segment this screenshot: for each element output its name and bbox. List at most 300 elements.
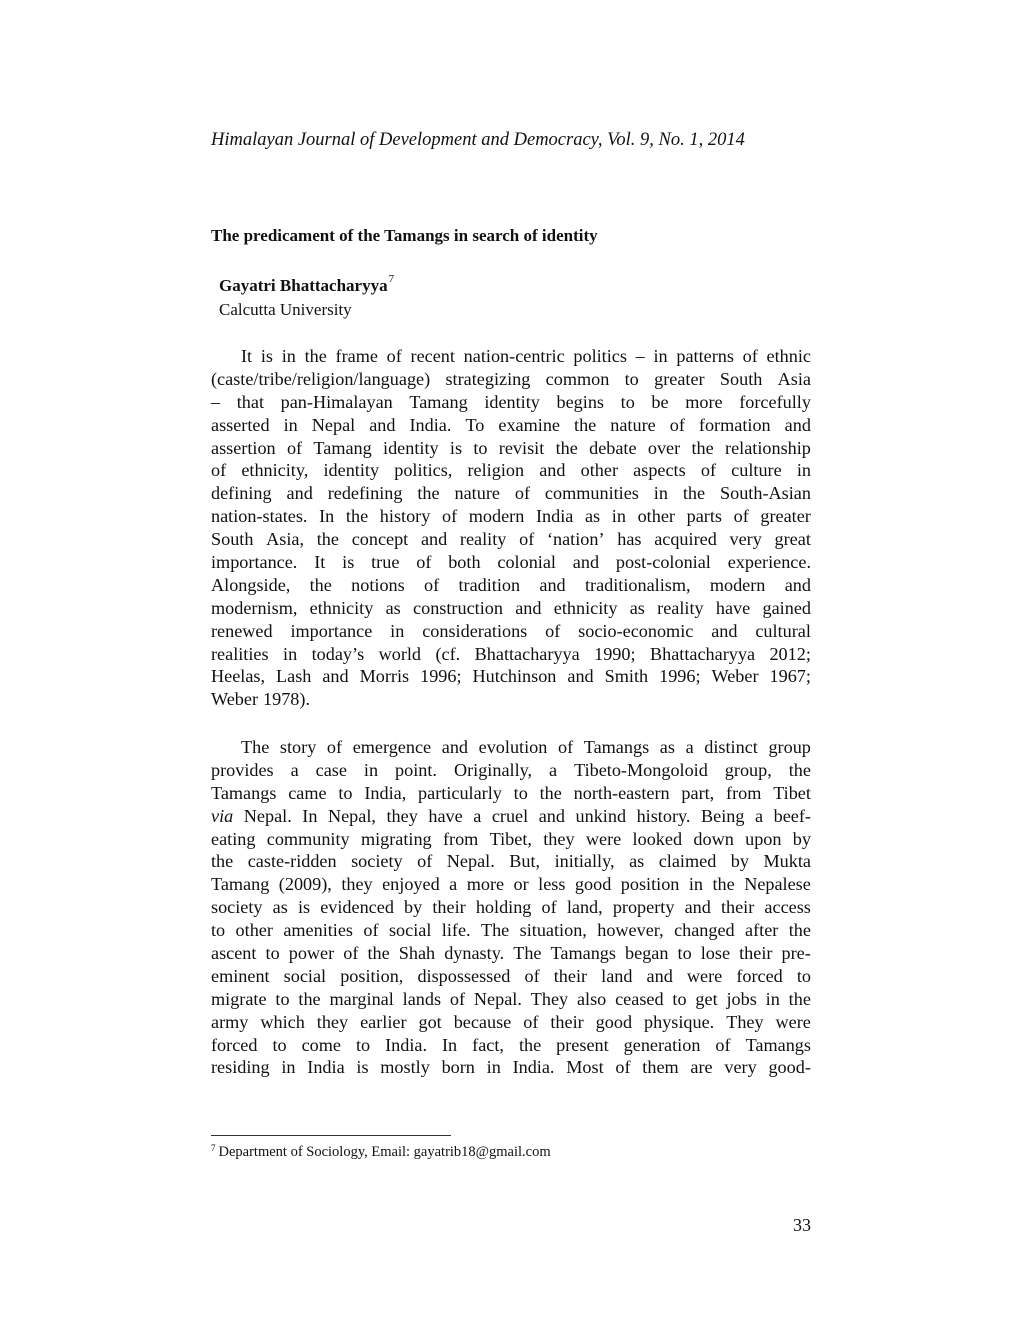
word: group, — [724, 759, 772, 780]
word: pre- — [781, 943, 811, 964]
footnote-divider — [211, 1135, 451, 1136]
word: from — [442, 828, 479, 849]
text-line — [211, 988, 811, 1011]
word: assertion — [211, 437, 276, 458]
word: importance — [290, 620, 373, 641]
word: caste-ridden — [247, 851, 337, 872]
word: to — [620, 391, 635, 412]
word: in — [486, 1057, 501, 1078]
word: were — [775, 1011, 811, 1032]
word: Being — [701, 805, 745, 826]
word: power — [288, 943, 335, 964]
word: their — [550, 1011, 584, 1032]
word: their — [739, 943, 773, 964]
text-line — [211, 828, 811, 851]
word: situation, — [519, 920, 587, 941]
word: generation — [623, 1034, 701, 1055]
word: Alongside, — [211, 574, 291, 595]
word: jobs — [726, 988, 757, 1009]
word: true — [371, 552, 400, 573]
text-line — [211, 782, 811, 805]
word: India. — [385, 1034, 428, 1055]
word: renewed — [211, 620, 273, 641]
word: and — [538, 805, 565, 826]
word: politics, — [394, 460, 453, 481]
word: over — [647, 437, 681, 458]
word: In — [442, 1034, 458, 1055]
word: construction — [413, 597, 503, 618]
text-line — [211, 1011, 811, 1034]
text-line — [211, 528, 811, 551]
text-line — [211, 919, 811, 942]
word: the — [298, 988, 321, 1009]
word: of — [441, 506, 458, 527]
word: nature — [610, 414, 656, 435]
word: north-eastern — [573, 782, 670, 803]
word: Nepal, — [327, 805, 376, 826]
word: because — [453, 1011, 512, 1032]
word: traditionalism, — [584, 574, 691, 595]
text-line — [211, 1034, 811, 1057]
word: – — [635, 346, 645, 366]
word: post-colonial — [615, 552, 711, 573]
word: other — [235, 920, 273, 941]
word: Nepalese — [744, 874, 811, 895]
word: revisit — [498, 437, 545, 458]
word: and — [646, 965, 673, 986]
word: is — [449, 437, 463, 458]
word: They — [726, 1011, 764, 1032]
word: history — [379, 506, 431, 527]
word: and — [286, 483, 313, 504]
word: 1978). — [263, 689, 310, 710]
word: the — [211, 851, 234, 872]
word: born — [441, 1057, 475, 1078]
word: of — [615, 1057, 631, 1078]
word: 1990; — [594, 643, 636, 664]
word: and — [572, 552, 600, 573]
text-line — [211, 574, 811, 597]
word: Tibet, — [489, 828, 532, 849]
word: Most — [566, 1057, 604, 1078]
word: Lash — [276, 666, 312, 687]
word: the — [345, 506, 369, 527]
word: have — [715, 597, 751, 618]
word: dispossessed — [417, 965, 511, 986]
word: as — [272, 897, 288, 918]
word: particularly — [418, 782, 502, 803]
text-line — [211, 896, 811, 919]
word: greater — [654, 368, 705, 389]
word: a — [473, 805, 482, 826]
word: of — [514, 483, 531, 504]
word: of — [715, 1034, 731, 1055]
word: social — [283, 965, 327, 986]
word: and — [567, 666, 594, 687]
word: 2012; — [769, 643, 811, 664]
text-line — [211, 414, 811, 437]
word: cultural — [755, 620, 811, 641]
word: life. — [441, 920, 471, 941]
word: of — [669, 414, 685, 435]
text-line — [211, 1056, 811, 1079]
word: after — [745, 920, 779, 941]
word: considerations — [422, 620, 528, 641]
word: identity — [484, 391, 540, 412]
word: It — [241, 346, 253, 366]
word: enjoyed — [382, 874, 440, 895]
word: of — [700, 460, 717, 481]
word: as — [629, 597, 645, 618]
word: is — [356, 1057, 369, 1078]
word: a — [685, 737, 694, 757]
word: they — [543, 828, 575, 849]
word: and — [539, 574, 566, 595]
word: a — [449, 874, 458, 895]
body-paragraph-1 — [211, 345, 811, 711]
word: as — [584, 506, 601, 527]
word: and — [711, 620, 738, 641]
word: as — [385, 597, 401, 618]
word: army — [211, 1011, 249, 1032]
word: of — [449, 988, 466, 1009]
word: identity — [323, 460, 380, 481]
word: their — [720, 897, 755, 918]
word: their — [553, 965, 588, 986]
word: formation — [698, 414, 771, 435]
word: modern — [468, 506, 525, 527]
word: access — [764, 897, 811, 918]
word: in — [796, 460, 811, 481]
word: good — [595, 1011, 633, 1032]
word: are — [690, 1057, 713, 1078]
word: politics — [573, 346, 627, 366]
word: begins — [556, 391, 605, 412]
word: has — [617, 529, 642, 550]
word: asserted — [211, 414, 270, 435]
word: unkind — [575, 805, 627, 826]
word: also — [576, 988, 607, 1009]
word: ethnicity — [553, 597, 618, 618]
word: provides — [211, 759, 274, 780]
text-line — [211, 620, 811, 643]
word: of — [211, 460, 227, 481]
word: very — [724, 1057, 757, 1078]
word: of — [326, 737, 343, 757]
word: the — [788, 920, 811, 941]
word: The — [241, 737, 270, 757]
word: of — [733, 506, 749, 527]
word: by — [792, 828, 811, 849]
word: of — [286, 437, 303, 458]
word: group — [768, 737, 811, 757]
word: the — [417, 483, 440, 504]
text-line — [211, 643, 811, 666]
word: recent — [410, 346, 455, 366]
word: to — [211, 920, 226, 941]
word: down — [693, 828, 734, 849]
word: In — [319, 506, 335, 527]
word: tradition — [458, 574, 521, 595]
text-line — [211, 551, 811, 574]
word: good — [574, 874, 612, 895]
word: the — [539, 782, 562, 803]
word: nation-states. — [211, 506, 308, 527]
text-line — [211, 505, 811, 528]
word: frame — [335, 346, 378, 366]
word: of — [742, 346, 758, 366]
word: of — [417, 851, 433, 872]
word: ceased — [615, 988, 664, 1009]
text-line — [211, 759, 811, 782]
word: the — [304, 346, 327, 366]
word: India, — [364, 782, 407, 803]
word: the — [712, 874, 735, 895]
word: position — [620, 874, 680, 895]
word: to — [677, 943, 692, 964]
word: of — [557, 737, 574, 757]
word: and — [369, 414, 396, 435]
word: of — [545, 620, 561, 641]
word: get — [695, 988, 718, 1009]
word: experience. — [727, 552, 811, 573]
word: of — [363, 920, 379, 941]
word: The — [513, 943, 542, 964]
word: is — [342, 552, 355, 573]
word: more — [466, 874, 505, 895]
word: come — [301, 1034, 341, 1055]
word: community — [266, 828, 350, 849]
author-affiliation: Calcutta University — [219, 300, 352, 319]
article-title: The predicament of the Tamangs in search of identity — [211, 226, 598, 245]
word: of — [343, 943, 359, 964]
word: the — [316, 529, 339, 550]
page-number: 33 — [793, 1215, 811, 1235]
word: Bhattacharyya — [649, 643, 756, 664]
word: of — [524, 965, 540, 986]
word: land, — [566, 897, 603, 918]
word: India — [535, 506, 574, 527]
word: to — [265, 943, 280, 964]
word: social — [388, 920, 432, 941]
word: the — [574, 414, 597, 435]
word: looked — [632, 828, 683, 849]
word: Tibet — [773, 782, 811, 803]
word: by — [404, 897, 423, 918]
word: to — [624, 368, 639, 389]
word: their — [432, 897, 466, 918]
word: and — [515, 597, 542, 618]
word: in — [611, 506, 626, 527]
word: case — [315, 759, 347, 780]
word: in — [653, 483, 668, 504]
word: and — [539, 460, 566, 481]
word: a — [549, 759, 558, 780]
word: importance. — [211, 552, 298, 573]
word: parts — [686, 506, 722, 527]
word: forcefully — [739, 391, 811, 412]
word: migrate — [211, 988, 267, 1009]
word: the — [788, 759, 811, 780]
word: Tamang — [211, 874, 270, 895]
word: Tamangs — [745, 1034, 811, 1055]
word: But, — [509, 851, 541, 872]
word: reality — [459, 529, 507, 550]
word: Originally, — [453, 759, 533, 780]
word: part, — [681, 782, 715, 803]
word: concept — [351, 529, 409, 550]
word: 1996; — [420, 666, 462, 687]
word: to — [513, 782, 528, 803]
word: lands — [402, 988, 442, 1009]
word: initially, — [554, 851, 615, 872]
word: were — [686, 965, 723, 986]
word: Tamangs — [583, 737, 650, 757]
word: as — [659, 737, 675, 757]
word: claimed — [658, 851, 717, 872]
word: in — [281, 1057, 296, 1078]
word: upon — [745, 828, 782, 849]
word: Smith — [604, 666, 649, 687]
word: – — [211, 391, 221, 412]
word: evidenced — [320, 897, 394, 918]
word: common — [545, 368, 610, 389]
word: India — [307, 1057, 345, 1078]
text-line — [211, 736, 811, 759]
word: forced — [736, 965, 783, 986]
word: nation-centric — [463, 346, 565, 366]
word: today’s — [311, 643, 365, 664]
word: of — [416, 552, 432, 573]
word: They — [530, 988, 569, 1009]
word: mostly — [380, 1057, 430, 1078]
word: less — [538, 874, 566, 895]
word: the — [788, 988, 811, 1009]
word: realities — [211, 643, 269, 664]
word: modern — [709, 574, 766, 595]
word: Nepal. — [243, 805, 292, 826]
word: story — [279, 737, 317, 757]
text-line — [211, 482, 811, 505]
word: Tamangs — [211, 782, 277, 803]
word: the — [367, 943, 390, 964]
word: to — [672, 988, 687, 1009]
word: In — [302, 805, 318, 826]
word: emergence — [352, 737, 432, 757]
word: a — [290, 759, 299, 780]
word: to — [272, 1034, 287, 1055]
word: Hutchinson — [472, 666, 557, 687]
word: of — [386, 346, 402, 366]
word: ‘nation’ — [546, 529, 605, 550]
author-name — [219, 273, 395, 296]
word: more — [685, 391, 723, 412]
word: lose — [700, 943, 731, 964]
word: ethnicity, — [241, 460, 309, 481]
footnote-mark: 7 — [211, 1143, 216, 1153]
word: and — [322, 666, 349, 687]
word: Weber — [211, 689, 259, 710]
word: to — [355, 1034, 371, 1055]
word: marginal — [329, 988, 394, 1009]
word: To — [465, 414, 485, 435]
footnote — [211, 1144, 551, 1161]
word: which — [260, 1011, 305, 1032]
word: nature — [454, 483, 500, 504]
word: from — [726, 782, 762, 803]
word: land — [601, 965, 633, 986]
word: relationship — [725, 437, 811, 458]
word: the — [555, 437, 578, 458]
word: and — [784, 414, 811, 435]
word: in — [283, 643, 298, 664]
word: modernism, — [211, 597, 298, 618]
word: very — [729, 529, 762, 550]
text-line — [211, 459, 811, 482]
word: (2009), — [278, 874, 332, 895]
word: cruel — [491, 805, 529, 826]
word: The — [480, 920, 510, 941]
word: socio-economic — [578, 620, 694, 641]
word: in — [283, 414, 298, 435]
word: property — [612, 897, 675, 918]
word: Nepal — [311, 414, 356, 435]
word: they — [341, 874, 373, 895]
text-line — [211, 437, 811, 460]
word: present — [556, 1034, 609, 1055]
word: changed — [674, 920, 735, 941]
word: they — [386, 805, 418, 826]
word: (cf. — [435, 643, 461, 664]
word: other — [580, 460, 619, 481]
word: to — [338, 782, 353, 803]
word: redefining — [327, 483, 403, 504]
word: great — [774, 529, 811, 550]
word: South-Asian — [720, 483, 811, 504]
text-line — [211, 368, 811, 391]
word: eating — [211, 828, 256, 849]
word: society — [351, 851, 403, 872]
word: of — [519, 529, 535, 550]
word: India. — [409, 414, 452, 435]
word: religion — [467, 460, 525, 481]
word: and — [784, 574, 811, 595]
word: fact, — [472, 1034, 504, 1055]
word: the — [518, 1034, 542, 1055]
word: were — [585, 828, 622, 849]
word: Asia, — [266, 529, 305, 550]
word: culture — [731, 460, 782, 481]
word: Nepal. — [473, 988, 522, 1009]
word: both — [448, 552, 481, 573]
word: Bhattacharyya — [474, 643, 580, 664]
text-line — [211, 665, 811, 688]
word: in — [688, 874, 704, 895]
body-paragraph-2 — [211, 736, 811, 1079]
word: of — [523, 1011, 539, 1032]
word: that — [236, 391, 264, 412]
word: ethnic — [766, 346, 811, 366]
word: South — [719, 368, 763, 389]
word: society — [211, 897, 263, 918]
text-line — [211, 688, 811, 711]
word: dynasty. — [444, 943, 505, 964]
word: or — [513, 874, 529, 895]
word: Shah — [398, 943, 436, 964]
text-line — [211, 942, 811, 965]
word: history. — [636, 805, 691, 826]
footnote-marker[interactable]: 7 — [388, 273, 395, 285]
